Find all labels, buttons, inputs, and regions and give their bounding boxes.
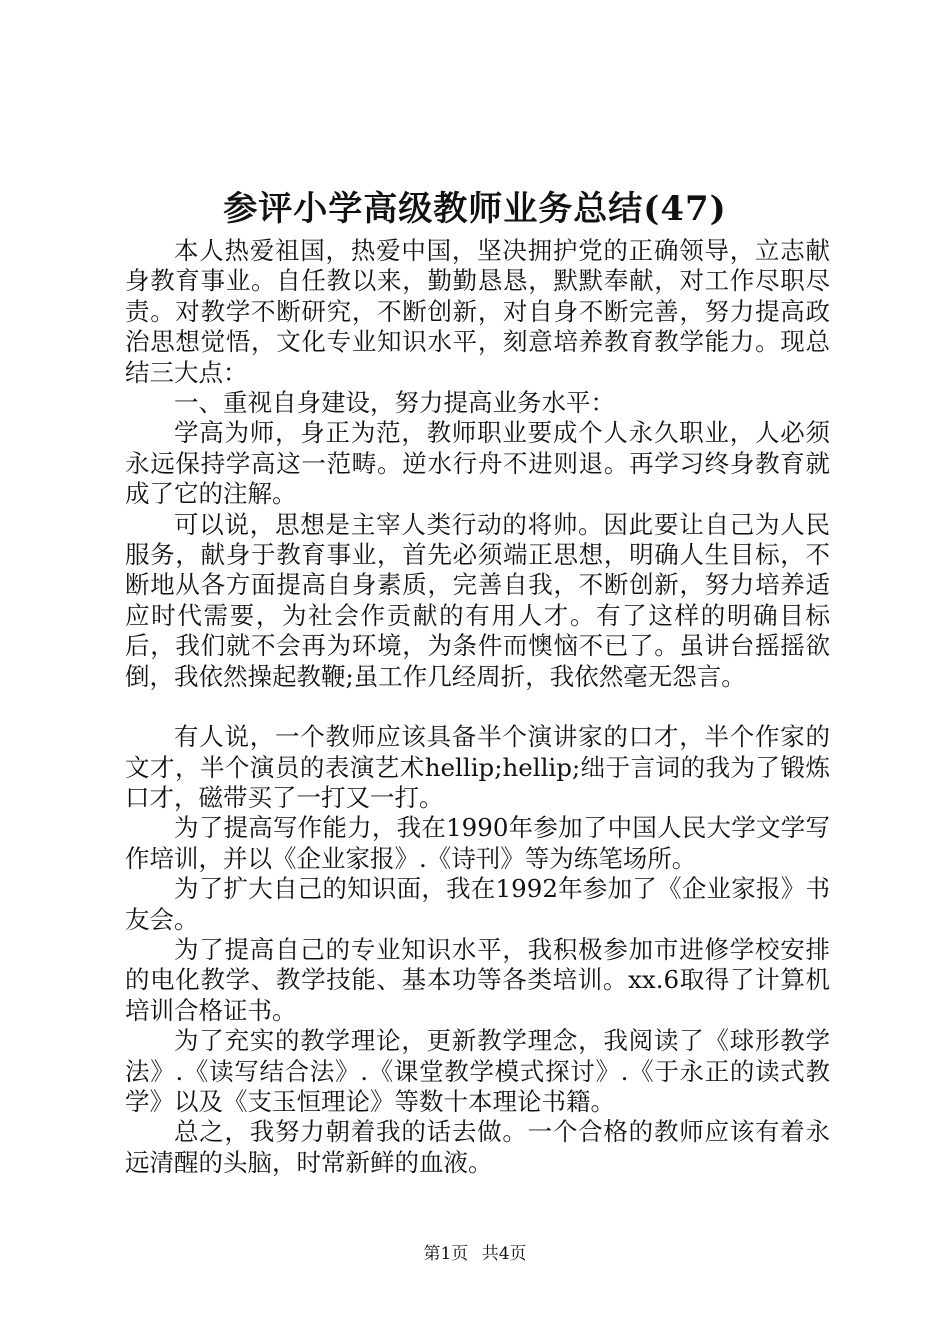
page-total: 共4页 xyxy=(481,1244,527,1264)
paragraph: 为了扩大自己的知识面，我在1992年参加了《企业家报》书友会。 xyxy=(125,874,830,934)
paragraph: 为了提高写作能力，我在1990年参加了中国人民大学文学写作培训，并以《企业家报》.《诗刊》等为练笔场所。 xyxy=(125,813,830,873)
page-title: 参评小学高级教师业务总结(47) xyxy=(223,189,727,229)
document-body xyxy=(125,236,830,1178)
paragraph: 可以说，思想是主宰人类行动的将帅。因此要让自己为人民服务，献身于教育事业，首先必须端正思想，明确人生目标，不断地从各方面提高自身素质，完善自我，不断创新，努力培养适应时代需要，为社会作贡献的有用人才。有了这样的明确目标后，我们就不会再为环境，为条件而懊恼不已了。虽讲台摇摇欲倒，我依然操起教鞭;虽工作几经周折，我依然毫无怨言。 xyxy=(125,509,830,691)
paragraph: 学高为师，身正为范，教师职业要成个人永久职业，人必须永远保持学高这一范畴。逆水行舟不进则退。再学习终身教育就成了它的注解。 xyxy=(125,418,830,509)
paragraph: 为了充实的教学理论，更新教学理念，我阅读了《球形教学法》.《读写结合法》.《课堂教学模式探讨》.《于永正的读式教学》以及《支玉恒理论》等数十本理论书籍。 xyxy=(125,1026,830,1116)
paragraph: 本人热爱祖国，热爱中国，坚决拥护党的正确领导，立志献身教育事业。自任教以来，勤勤恳恳，默默奉献，对工作尽职尽责。对教学不断研究，不断创新，对自身不断完善，努力提高政治思想觉悟，文化专业知识水平，刻意培养教育教学能力。现总结三大点： xyxy=(125,236,830,387)
page-footer xyxy=(0,1243,950,1265)
page-number: 第1页 xyxy=(423,1244,469,1264)
paragraph: 有人说，一个教师应该具备半个演讲家的口才，半个作家的文才，半个演员的表演艺术hellip;hellip;绌于言词的我为了锻炼口才，磁带买了一打又一打。 xyxy=(125,722,830,812)
paragraph: 为了提高自己的专业知识水平，我积极参加市进修学校安排的电化教学、教学技能、基本功等各类培训。xx.6取得了计算机培训合格证书。 xyxy=(125,934,830,1025)
section-heading: 一、重视自身建设，努力提高业务水平： xyxy=(174,388,615,418)
paragraph: 总之，我努力朝着我的话去做。一个合格的教师应该有着永远清醒的头脑，时常新鲜的血液。 xyxy=(125,1117,830,1177)
